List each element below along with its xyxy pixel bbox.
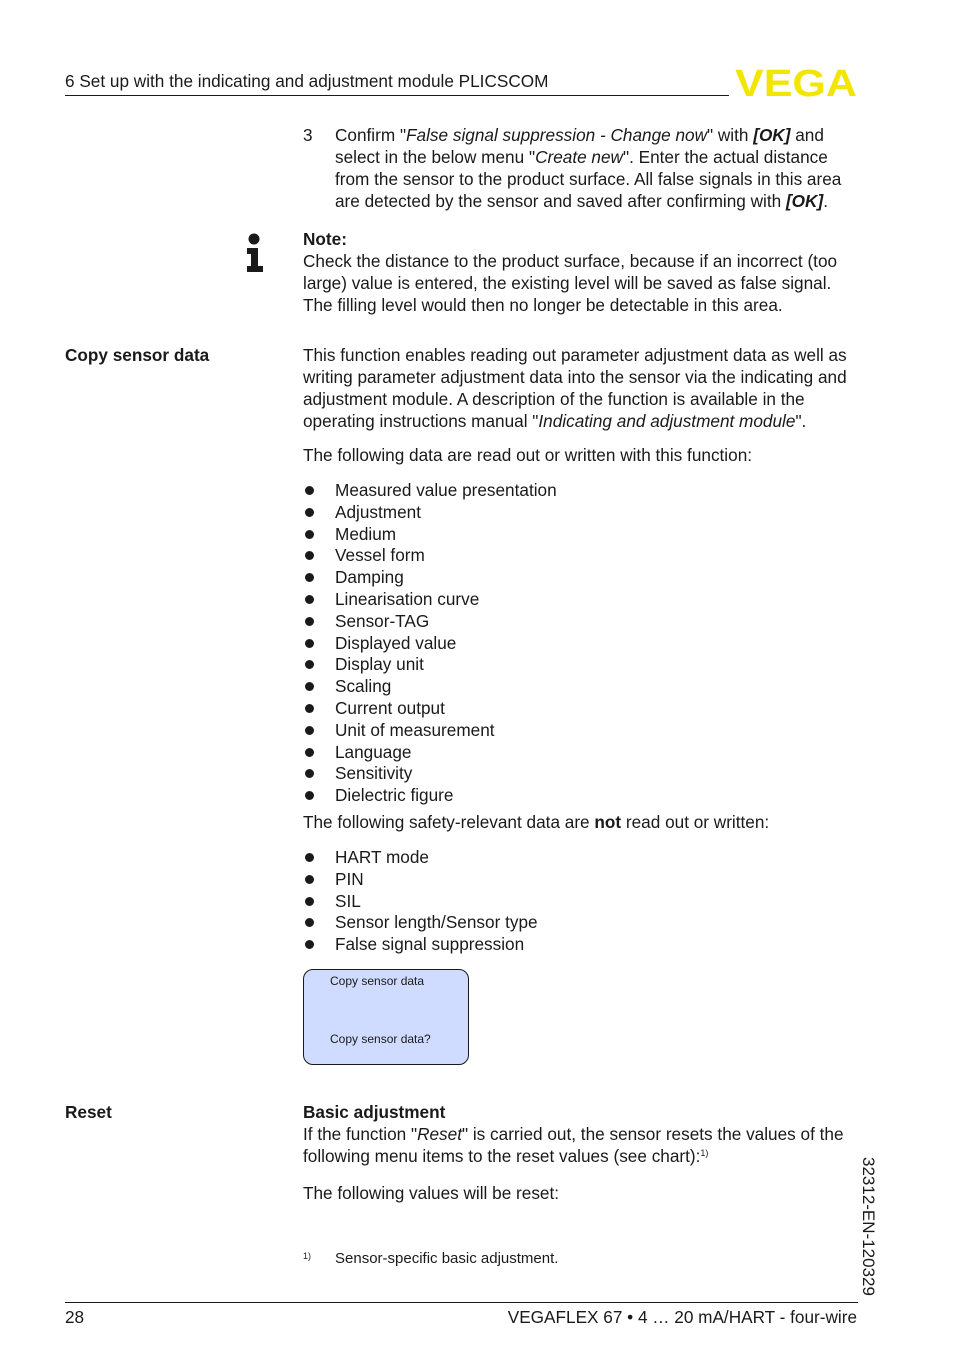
text-run: read out or written: [621, 812, 770, 832]
header-rule [65, 95, 729, 96]
list-item-label: Sensor-TAG [335, 610, 430, 631]
list-item [303, 479, 859, 501]
bullet-icon [305, 486, 314, 495]
step-3-text [335, 124, 859, 212]
footnote [303, 1248, 859, 1270]
bullet-icon [305, 791, 314, 800]
bullet-icon [305, 704, 314, 713]
list-item-label: Scaling [335, 676, 392, 697]
footer-doc-title: VEGAFLEX 67 • 4 … 20 mA/HART - four-wire [507, 1307, 857, 1327]
text-run: ". [795, 411, 807, 431]
text-run: If the function " [303, 1124, 418, 1144]
bullet-icon [305, 940, 314, 949]
list-item [303, 719, 859, 741]
manual-ref: Indicating and adjustment module [538, 411, 796, 431]
list-item-label: Vessel form [335, 545, 425, 566]
bullet-icon [305, 748, 314, 757]
text-run: This function enables reading out parameter adjustment data as well as writing parameter adjustment data into the sensor via the indicating and adjustment module. A description of the function is available in the operating instructions manual " [303, 345, 847, 431]
text-run: and select in the below menu " [335, 125, 824, 167]
reset-block [303, 1101, 859, 1167]
footer-rule [65, 1302, 858, 1303]
bullet-icon [305, 875, 314, 884]
list-item [303, 544, 859, 566]
list-item [303, 933, 859, 955]
list-item [303, 610, 859, 632]
footnote-ref: 1) [700, 1148, 709, 1158]
page-number: 28 [65, 1307, 85, 1327]
display-line-1: Copy sensor data [330, 974, 425, 988]
list-item-label: Display unit [335, 654, 424, 675]
list-item-label: Sensitivity [335, 763, 413, 784]
copy-sensor-para1 [303, 344, 859, 432]
side-heading-reset: Reset [65, 1102, 112, 1122]
text-run: ". Enter the actual distance from the sensor to the product surface. All false signals in this area are detected by the sensor and saved after confirming with [335, 147, 842, 211]
bullet-icon [305, 617, 314, 626]
reset-para2: The following values will be reset: [303, 1183, 560, 1203]
logo-text: VEGA [735, 66, 857, 98]
bullet-icon [305, 530, 314, 539]
side-heading-copy-sensor-data: Copy sensor data [65, 345, 210, 365]
list-item-label: PIN [335, 868, 364, 889]
copied-data-list [303, 479, 859, 806]
note-label: Note: [303, 229, 347, 249]
list-item [303, 588, 859, 610]
emphasis: not [594, 812, 622, 832]
list-item [303, 632, 859, 654]
list-item [303, 846, 859, 868]
list-item [303, 501, 859, 523]
bullet-icon [305, 551, 314, 560]
text-run: Confirm " [335, 125, 407, 145]
list-item-label: Adjustment [335, 501, 421, 522]
info-icon [245, 233, 265, 273]
list-item [303, 784, 859, 806]
reset-para1 [303, 1123, 859, 1167]
bullet-icon [305, 508, 314, 517]
display-line-2: Copy sensor data? [330, 1032, 431, 1046]
list-item [303, 762, 859, 784]
bullet-icon [305, 769, 314, 778]
text-run: . [823, 191, 828, 211]
bullet-icon [305, 918, 314, 927]
list-item-label: Sensor length/Sensor type [335, 912, 538, 933]
note-block [303, 228, 859, 316]
bullet-icon [305, 595, 314, 604]
menu-item-ref: Create new [535, 147, 623, 167]
text-run: " with [707, 125, 754, 145]
list-item [303, 523, 859, 545]
bullet-icon [305, 573, 314, 582]
not-copied-data-list [303, 846, 859, 955]
display-copy-sensor-data [303, 969, 469, 1065]
step-number: 3 [303, 125, 313, 145]
bullet-icon [305, 853, 314, 862]
text-run: The following safety-relevant data are [303, 812, 595, 832]
copy-sensor-para3 [303, 811, 859, 833]
section-header: 6 Set up with the indicating and adjustment module PLICSCOM [65, 71, 549, 91]
vega-logo [734, 66, 858, 98]
bullet-icon [305, 682, 314, 691]
list-item [303, 566, 859, 588]
key-ref: [OK] [753, 125, 791, 145]
list-item [303, 697, 859, 719]
list-item [303, 653, 859, 675]
menu-item-ref: False signal suppression - Change now [406, 125, 707, 145]
note-text: Check the distance to the product surface, because if an incorrect (too large) value is entered, the existing level will be saved as false signal. The filling level would then no longer be detectable in this area. [303, 251, 838, 315]
list-item [303, 911, 859, 933]
key-ref: [OK] [785, 191, 824, 211]
bullet-icon [305, 639, 314, 648]
text-run: " is carried out, the sensor resets the values of the following menu items to the reset values (see chart): [303, 1124, 844, 1166]
list-item-label: Displayed value [335, 632, 457, 653]
list-item-label: Damping [335, 567, 404, 588]
list-item [303, 741, 859, 763]
function-ref: Reset [417, 1124, 462, 1144]
list-item-label: Measured value presentation [335, 480, 557, 500]
list-item-label: HART mode [335, 847, 429, 867]
list-item [303, 890, 859, 912]
list-item-label: Dielectric figure [335, 785, 454, 806]
bullet-icon [305, 897, 314, 906]
reset-subheading: Basic adjustment [303, 1102, 446, 1122]
document-code: 32312-EN-120329 [859, 1157, 878, 1296]
list-item [303, 675, 859, 697]
bullet-icon [305, 660, 314, 669]
footnote-text: Sensor-specific basic adjustment. [335, 1250, 559, 1267]
step-3 [303, 124, 859, 212]
list-item-label: Linearisation curve [335, 588, 480, 609]
list-item-label: SIL [335, 890, 361, 911]
footnote-mark: 1) [303, 1251, 312, 1261]
list-item-label: Unit of measurement [335, 719, 495, 740]
list-item-label: Language [335, 741, 412, 762]
copy-sensor-para2: The following data are read out or written with this function: [303, 445, 753, 465]
list-item [303, 868, 859, 890]
list-item-label: False signal suppression [335, 934, 525, 955]
bullet-icon [305, 726, 314, 735]
list-item-label: Current output [335, 697, 445, 718]
list-item-label: Medium [335, 523, 397, 544]
